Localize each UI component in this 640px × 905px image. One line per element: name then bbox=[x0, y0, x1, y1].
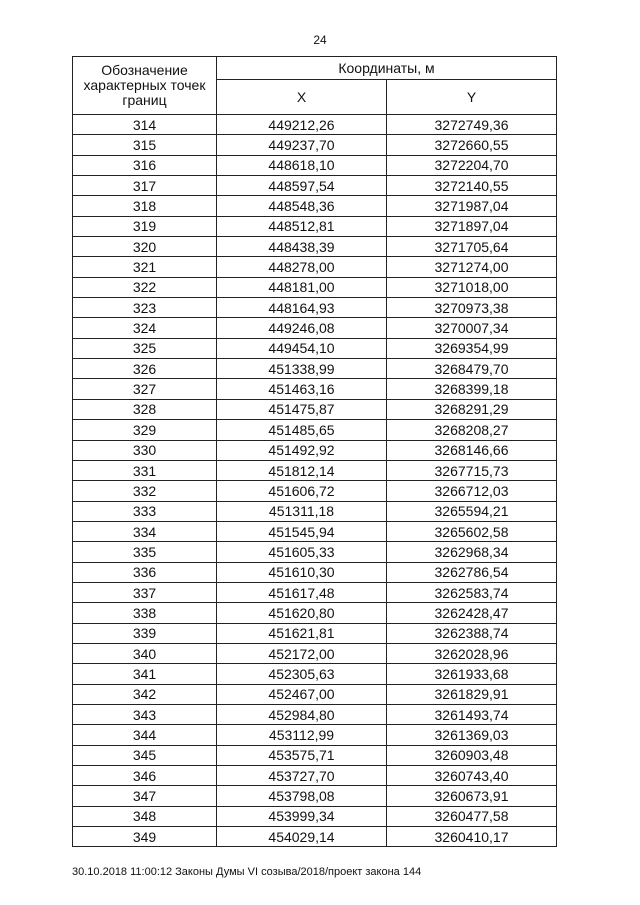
cell-point: 343 bbox=[73, 704, 217, 724]
cell-y: 3271274,00 bbox=[387, 257, 557, 277]
page-number: 24 bbox=[313, 33, 327, 47]
cell-point: 317 bbox=[73, 176, 217, 196]
table-row bbox=[73, 603, 557, 623]
header-y: Y bbox=[387, 80, 557, 115]
cell-point: 324 bbox=[73, 318, 217, 338]
cell-y: 3261933,68 bbox=[387, 664, 557, 684]
cell-point: 347 bbox=[73, 786, 217, 806]
cell-y: 3265602,58 bbox=[387, 521, 557, 541]
cell-point: 315 bbox=[73, 135, 217, 155]
table-row bbox=[73, 176, 557, 196]
cell-x: 452984,80 bbox=[217, 704, 387, 724]
cell-point: 348 bbox=[73, 806, 217, 826]
cell-point: 322 bbox=[73, 277, 217, 297]
cell-y: 3262428,47 bbox=[387, 603, 557, 623]
cell-x: 452467,00 bbox=[217, 684, 387, 704]
cell-y: 3260743,40 bbox=[387, 766, 557, 786]
cell-x: 454029,14 bbox=[217, 827, 387, 847]
table-row bbox=[73, 745, 557, 765]
cell-y: 3268479,70 bbox=[387, 359, 557, 379]
cell-y: 3268208,27 bbox=[387, 420, 557, 440]
cell-x: 448618,10 bbox=[217, 155, 387, 175]
cell-point: 337 bbox=[73, 582, 217, 602]
cell-y: 3272140,55 bbox=[387, 176, 557, 196]
cell-x: 451610,30 bbox=[217, 562, 387, 582]
cell-y: 3268146,66 bbox=[387, 440, 557, 460]
cell-point: 341 bbox=[73, 664, 217, 684]
header-x: X bbox=[217, 80, 387, 115]
table-row bbox=[73, 481, 557, 501]
cell-x: 451812,14 bbox=[217, 460, 387, 480]
cell-point: 316 bbox=[73, 155, 217, 175]
cell-y: 3266712,03 bbox=[387, 481, 557, 501]
table-row bbox=[73, 257, 557, 277]
table-row bbox=[73, 237, 557, 257]
table-row bbox=[73, 440, 557, 460]
cell-y: 3260477,58 bbox=[387, 806, 557, 826]
table-body bbox=[73, 115, 557, 847]
cell-y: 3271705,64 bbox=[387, 237, 557, 257]
cell-x: 451606,72 bbox=[217, 481, 387, 501]
table-row bbox=[73, 766, 557, 786]
cell-x: 449246,08 bbox=[217, 318, 387, 338]
table-row bbox=[73, 379, 557, 399]
cell-point: 333 bbox=[73, 501, 217, 521]
table-row bbox=[73, 155, 557, 175]
table-row bbox=[73, 542, 557, 562]
table-row bbox=[73, 318, 557, 338]
cell-y: 3261829,91 bbox=[387, 684, 557, 704]
cell-point: 334 bbox=[73, 521, 217, 541]
cell-y: 3268399,18 bbox=[387, 379, 557, 399]
header-coordinates: Координаты, м bbox=[217, 57, 557, 80]
cell-y: 3270007,34 bbox=[387, 318, 557, 338]
cell-point: 314 bbox=[73, 115, 217, 135]
cell-x: 452172,00 bbox=[217, 643, 387, 663]
cell-y: 3271987,04 bbox=[387, 196, 557, 216]
header-point-designation: Обозначение характерных точек границ bbox=[73, 57, 217, 115]
cell-x: 453999,34 bbox=[217, 806, 387, 826]
cell-y: 3260673,91 bbox=[387, 786, 557, 806]
cell-y: 3268291,29 bbox=[387, 399, 557, 419]
table-header bbox=[73, 57, 557, 115]
cell-y: 3260903,48 bbox=[387, 745, 557, 765]
cell-point: 349 bbox=[73, 827, 217, 847]
table-row bbox=[73, 277, 557, 297]
cell-point: 338 bbox=[73, 603, 217, 623]
table-row bbox=[73, 684, 557, 704]
cell-point: 330 bbox=[73, 440, 217, 460]
cell-x: 449237,70 bbox=[217, 135, 387, 155]
table-row bbox=[73, 521, 557, 541]
cell-point: 327 bbox=[73, 379, 217, 399]
table-row bbox=[73, 298, 557, 318]
cell-point: 318 bbox=[73, 196, 217, 216]
table-row bbox=[73, 562, 557, 582]
cell-x: 451620,80 bbox=[217, 603, 387, 623]
table-row bbox=[73, 664, 557, 684]
cell-y: 3262786,54 bbox=[387, 562, 557, 582]
table-row bbox=[73, 725, 557, 745]
table-row bbox=[73, 196, 557, 216]
cell-x: 453798,08 bbox=[217, 786, 387, 806]
cell-y: 3261493,74 bbox=[387, 704, 557, 724]
cell-y: 3272749,36 bbox=[387, 115, 557, 135]
cell-y: 3262388,74 bbox=[387, 623, 557, 643]
cell-x: 451463,16 bbox=[217, 379, 387, 399]
table-row bbox=[73, 623, 557, 643]
cell-y: 3261369,03 bbox=[387, 725, 557, 745]
cell-x: 452305,63 bbox=[217, 664, 387, 684]
cell-x: 451617,48 bbox=[217, 582, 387, 602]
table-row bbox=[73, 501, 557, 521]
table-row bbox=[73, 135, 557, 155]
cell-x: 448181,00 bbox=[217, 277, 387, 297]
cell-x: 448438,39 bbox=[217, 237, 387, 257]
table-row bbox=[73, 216, 557, 236]
cell-y: 3269354,99 bbox=[387, 338, 557, 358]
cell-x: 451605,33 bbox=[217, 542, 387, 562]
cell-point: 323 bbox=[73, 298, 217, 318]
cell-y: 3267715,73 bbox=[387, 460, 557, 480]
table-row bbox=[73, 460, 557, 480]
cell-y: 3270973,38 bbox=[387, 298, 557, 318]
cell-x: 451621,81 bbox=[217, 623, 387, 643]
cell-point: 328 bbox=[73, 399, 217, 419]
cell-x: 451485,65 bbox=[217, 420, 387, 440]
cell-y: 3260410,17 bbox=[387, 827, 557, 847]
cell-point: 329 bbox=[73, 420, 217, 440]
table-row bbox=[73, 338, 557, 358]
cell-x: 451545,94 bbox=[217, 521, 387, 541]
table-row bbox=[73, 786, 557, 806]
cell-point: 320 bbox=[73, 237, 217, 257]
cell-x: 448597,54 bbox=[217, 176, 387, 196]
cell-x: 448164,93 bbox=[217, 298, 387, 318]
table-row bbox=[73, 643, 557, 663]
cell-y: 3272660,55 bbox=[387, 135, 557, 155]
cell-x: 453112,99 bbox=[217, 725, 387, 745]
cell-x: 449212,26 bbox=[217, 115, 387, 135]
cell-x: 451311,18 bbox=[217, 501, 387, 521]
cell-point: 325 bbox=[73, 338, 217, 358]
cell-y: 3262968,34 bbox=[387, 542, 557, 562]
cell-point: 332 bbox=[73, 481, 217, 501]
table-row bbox=[73, 806, 557, 826]
table-row bbox=[73, 582, 557, 602]
cell-y: 3265594,21 bbox=[387, 501, 557, 521]
cell-point: 345 bbox=[73, 745, 217, 765]
cell-point: 346 bbox=[73, 766, 217, 786]
cell-y: 3272204,70 bbox=[387, 155, 557, 175]
cell-point: 331 bbox=[73, 460, 217, 480]
table-row bbox=[73, 399, 557, 419]
cell-x: 451492,92 bbox=[217, 440, 387, 460]
table-row bbox=[73, 420, 557, 440]
cell-point: 339 bbox=[73, 623, 217, 643]
cell-point: 326 bbox=[73, 359, 217, 379]
cell-point: 342 bbox=[73, 684, 217, 704]
cell-point: 340 bbox=[73, 643, 217, 663]
table-row bbox=[73, 704, 557, 724]
cell-x: 451338,99 bbox=[217, 359, 387, 379]
cell-x: 448278,00 bbox=[217, 257, 387, 277]
table-row bbox=[73, 827, 557, 847]
cell-y: 3271018,00 bbox=[387, 277, 557, 297]
table-row bbox=[73, 115, 557, 135]
cell-x: 453575,71 bbox=[217, 745, 387, 765]
cell-y: 3271897,04 bbox=[387, 216, 557, 236]
cell-y: 3262583,74 bbox=[387, 582, 557, 602]
cell-point: 344 bbox=[73, 725, 217, 745]
footer-document-path: 30.10.2018 11:00:12 Законы Думы VI созыва/2018/проект закона 144 bbox=[72, 866, 422, 878]
cell-point: 336 bbox=[73, 562, 217, 582]
cell-point: 321 bbox=[73, 257, 217, 277]
cell-point: 335 bbox=[73, 542, 217, 562]
cell-point: 319 bbox=[73, 216, 217, 236]
coordinates-table bbox=[72, 56, 557, 847]
cell-y: 3262028,96 bbox=[387, 643, 557, 663]
table-row bbox=[73, 359, 557, 379]
cell-x: 449454,10 bbox=[217, 338, 387, 358]
cell-x: 448548,36 bbox=[217, 196, 387, 216]
cell-x: 448512,81 bbox=[217, 216, 387, 236]
cell-x: 453727,70 bbox=[217, 766, 387, 786]
cell-x: 451475,87 bbox=[217, 399, 387, 419]
